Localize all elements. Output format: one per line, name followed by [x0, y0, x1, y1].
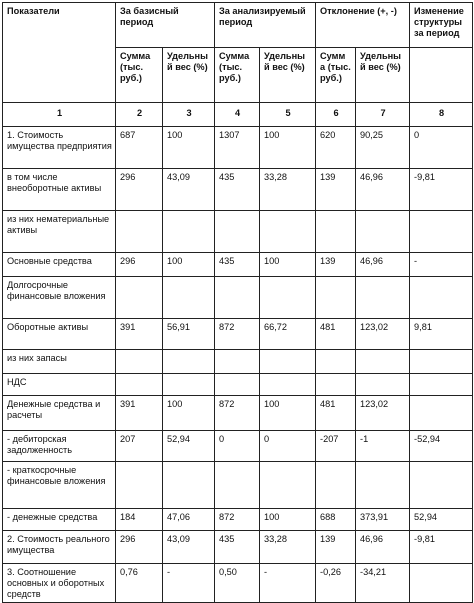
table-cell: 139: [316, 169, 356, 211]
table-cell: 100: [260, 253, 316, 277]
table-row: [3, 509, 473, 531]
table-cell: 481: [316, 396, 356, 431]
table-cell: [163, 277, 215, 319]
table-cell: 296: [116, 169, 163, 211]
column-number-row: [3, 103, 473, 127]
table-cell: 0: [215, 431, 260, 462]
table-cell: 9,81: [410, 319, 473, 350]
column-number: 7: [356, 103, 410, 127]
header-indicators: Показатели: [3, 3, 116, 103]
table-cell: [215, 277, 260, 319]
table-cell: [116, 462, 163, 509]
table-cell: 872: [215, 319, 260, 350]
table-row: [3, 531, 473, 564]
row-label: в том числе внеоборотные активы: [3, 169, 116, 211]
table-row: [3, 277, 473, 319]
table-cell: [410, 374, 473, 396]
header-analyzed-sum: Сумма (тыс. руб.): [215, 48, 260, 103]
header-structure-empty: [410, 48, 473, 103]
table-cell: [410, 350, 473, 374]
table-cell: 66,72: [260, 319, 316, 350]
table-cell: [356, 211, 410, 253]
header-structure-change: Изменение структуры за период: [410, 3, 473, 48]
table-cell: [316, 211, 356, 253]
table-cell: 100: [163, 127, 215, 169]
table-cell: 47,06: [163, 509, 215, 531]
table-cell: [410, 277, 473, 319]
table-cell: -9,81: [410, 169, 473, 211]
table-cell: 46,96: [356, 169, 410, 211]
table-row: [3, 127, 473, 169]
header-deviation-sum: Сумм а (тыс. руб.): [316, 48, 356, 103]
table-body: [3, 127, 473, 603]
table-cell: [356, 350, 410, 374]
table-cell: [410, 564, 473, 603]
table-cell: [316, 462, 356, 509]
table-cell: 123,02: [356, 396, 410, 431]
table-cell: 56,91: [163, 319, 215, 350]
row-label: 1. Стоимость имущества предприятия: [3, 127, 116, 169]
table-cell: 207: [116, 431, 163, 462]
table-cell: [163, 374, 215, 396]
table-cell: 0: [410, 127, 473, 169]
table-cell: [163, 350, 215, 374]
row-label: из них запасы: [3, 350, 116, 374]
table-cell: 872: [215, 509, 260, 531]
table-cell: [316, 350, 356, 374]
table-cell: [215, 350, 260, 374]
table-cell: [260, 374, 316, 396]
table-cell: -9,81: [410, 531, 473, 564]
table-cell: [215, 374, 260, 396]
table-cell: [410, 462, 473, 509]
column-number: 2: [116, 103, 163, 127]
table-cell: 296: [116, 531, 163, 564]
table-cell: 43,09: [163, 531, 215, 564]
column-number: 8: [410, 103, 473, 127]
table-cell: [163, 211, 215, 253]
column-number: 1: [3, 103, 116, 127]
table-cell: 90,25: [356, 127, 410, 169]
table-cell: -0,26: [316, 564, 356, 603]
table-cell: 52,94: [410, 509, 473, 531]
table-cell: 100: [163, 396, 215, 431]
table-row: [3, 462, 473, 509]
table-cell: [260, 350, 316, 374]
table-cell: 100: [163, 253, 215, 277]
header-base-period: За базисный период: [116, 3, 215, 48]
column-number: 6: [316, 103, 356, 127]
table-row: [3, 396, 473, 431]
table-cell: [215, 462, 260, 509]
column-number: 4: [215, 103, 260, 127]
table-cell: 139: [316, 253, 356, 277]
row-label: из них нематериальные активы: [3, 211, 116, 253]
header-deviation: Отклонение (+, -): [316, 3, 410, 48]
table-cell: [116, 374, 163, 396]
table-cell: 872: [215, 396, 260, 431]
table-row: [3, 564, 473, 603]
table-cell: -: [410, 253, 473, 277]
table-cell: 0: [260, 431, 316, 462]
table-cell: [116, 350, 163, 374]
header-row-periods: [3, 3, 473, 48]
table-cell: 373,91: [356, 509, 410, 531]
table-cell: [316, 277, 356, 319]
row-label: - денежные средства: [3, 509, 116, 531]
row-label: Оборотные активы: [3, 319, 116, 350]
table-cell: -: [163, 564, 215, 603]
table-cell: 184: [116, 509, 163, 531]
header-analyzed-period: За анализируемый период: [215, 3, 316, 48]
table-cell: 620: [316, 127, 356, 169]
financial-analysis-table: [2, 2, 473, 603]
table-cell: [410, 211, 473, 253]
table-cell: [116, 211, 163, 253]
table-cell: -1: [356, 431, 410, 462]
table-cell: [116, 277, 163, 319]
table-row: [3, 319, 473, 350]
column-number: 5: [260, 103, 316, 127]
table-cell: [163, 462, 215, 509]
table-cell: -207: [316, 431, 356, 462]
table-cell: 43,09: [163, 169, 215, 211]
table-cell: -: [260, 564, 316, 603]
row-label: - дебиторская задолженность: [3, 431, 116, 462]
column-number: 3: [163, 103, 215, 127]
table-cell: 391: [116, 319, 163, 350]
table-cell: 100: [260, 509, 316, 531]
header-deviation-weight: Удельны й вес (%): [356, 48, 410, 103]
table-cell: 0,76: [116, 564, 163, 603]
table-row: [3, 211, 473, 253]
table-cell: [260, 277, 316, 319]
row-label: 3. Соотношение основных и оборотных средств: [3, 564, 116, 603]
table-cell: 123,02: [356, 319, 410, 350]
table-cell: 481: [316, 319, 356, 350]
row-label: - краткосрочные финансовые вложения: [3, 462, 116, 509]
table-cell: [215, 211, 260, 253]
table-row: [3, 169, 473, 211]
table-cell: 0,50: [215, 564, 260, 603]
table-cell: 1307: [215, 127, 260, 169]
table-cell: [356, 277, 410, 319]
table-cell: 33,28: [260, 169, 316, 211]
row-label: НДС: [3, 374, 116, 396]
table-cell: 33,28: [260, 531, 316, 564]
table-row: [3, 253, 473, 277]
table-cell: 46,96: [356, 253, 410, 277]
table-cell: 435: [215, 169, 260, 211]
row-label: Долгосрочные финансовые вложения: [3, 277, 116, 319]
table-row: [3, 374, 473, 396]
table-cell: 435: [215, 531, 260, 564]
table-cell: 435: [215, 253, 260, 277]
table-row: [3, 431, 473, 462]
table-cell: 687: [116, 127, 163, 169]
table-cell: [316, 374, 356, 396]
table-cell: 100: [260, 396, 316, 431]
table-cell: 100: [260, 127, 316, 169]
table-cell: 52,94: [163, 431, 215, 462]
header-base-weight: Удельны й вес (%): [163, 48, 215, 103]
table-cell: [260, 462, 316, 509]
header-analyzed-weight: Удельны й вес (%): [260, 48, 316, 103]
table-cell: [356, 462, 410, 509]
table-cell: 296: [116, 253, 163, 277]
table-cell: [260, 211, 316, 253]
row-label: 2. Стоимость реального имущества: [3, 531, 116, 564]
table-cell: 46,96: [356, 531, 410, 564]
header-base-sum: Сумма (тыс. руб.): [116, 48, 163, 103]
table-cell: -34,21: [356, 564, 410, 603]
table-cell: 391: [116, 396, 163, 431]
row-label: Основные средства: [3, 253, 116, 277]
table-cell: 139: [316, 531, 356, 564]
table-cell: 688: [316, 509, 356, 531]
table-cell: [356, 374, 410, 396]
table-cell: [410, 396, 473, 431]
table-cell: -52,94: [410, 431, 473, 462]
table-row: [3, 350, 473, 374]
row-label: Денежные средства и расчеты: [3, 396, 116, 431]
